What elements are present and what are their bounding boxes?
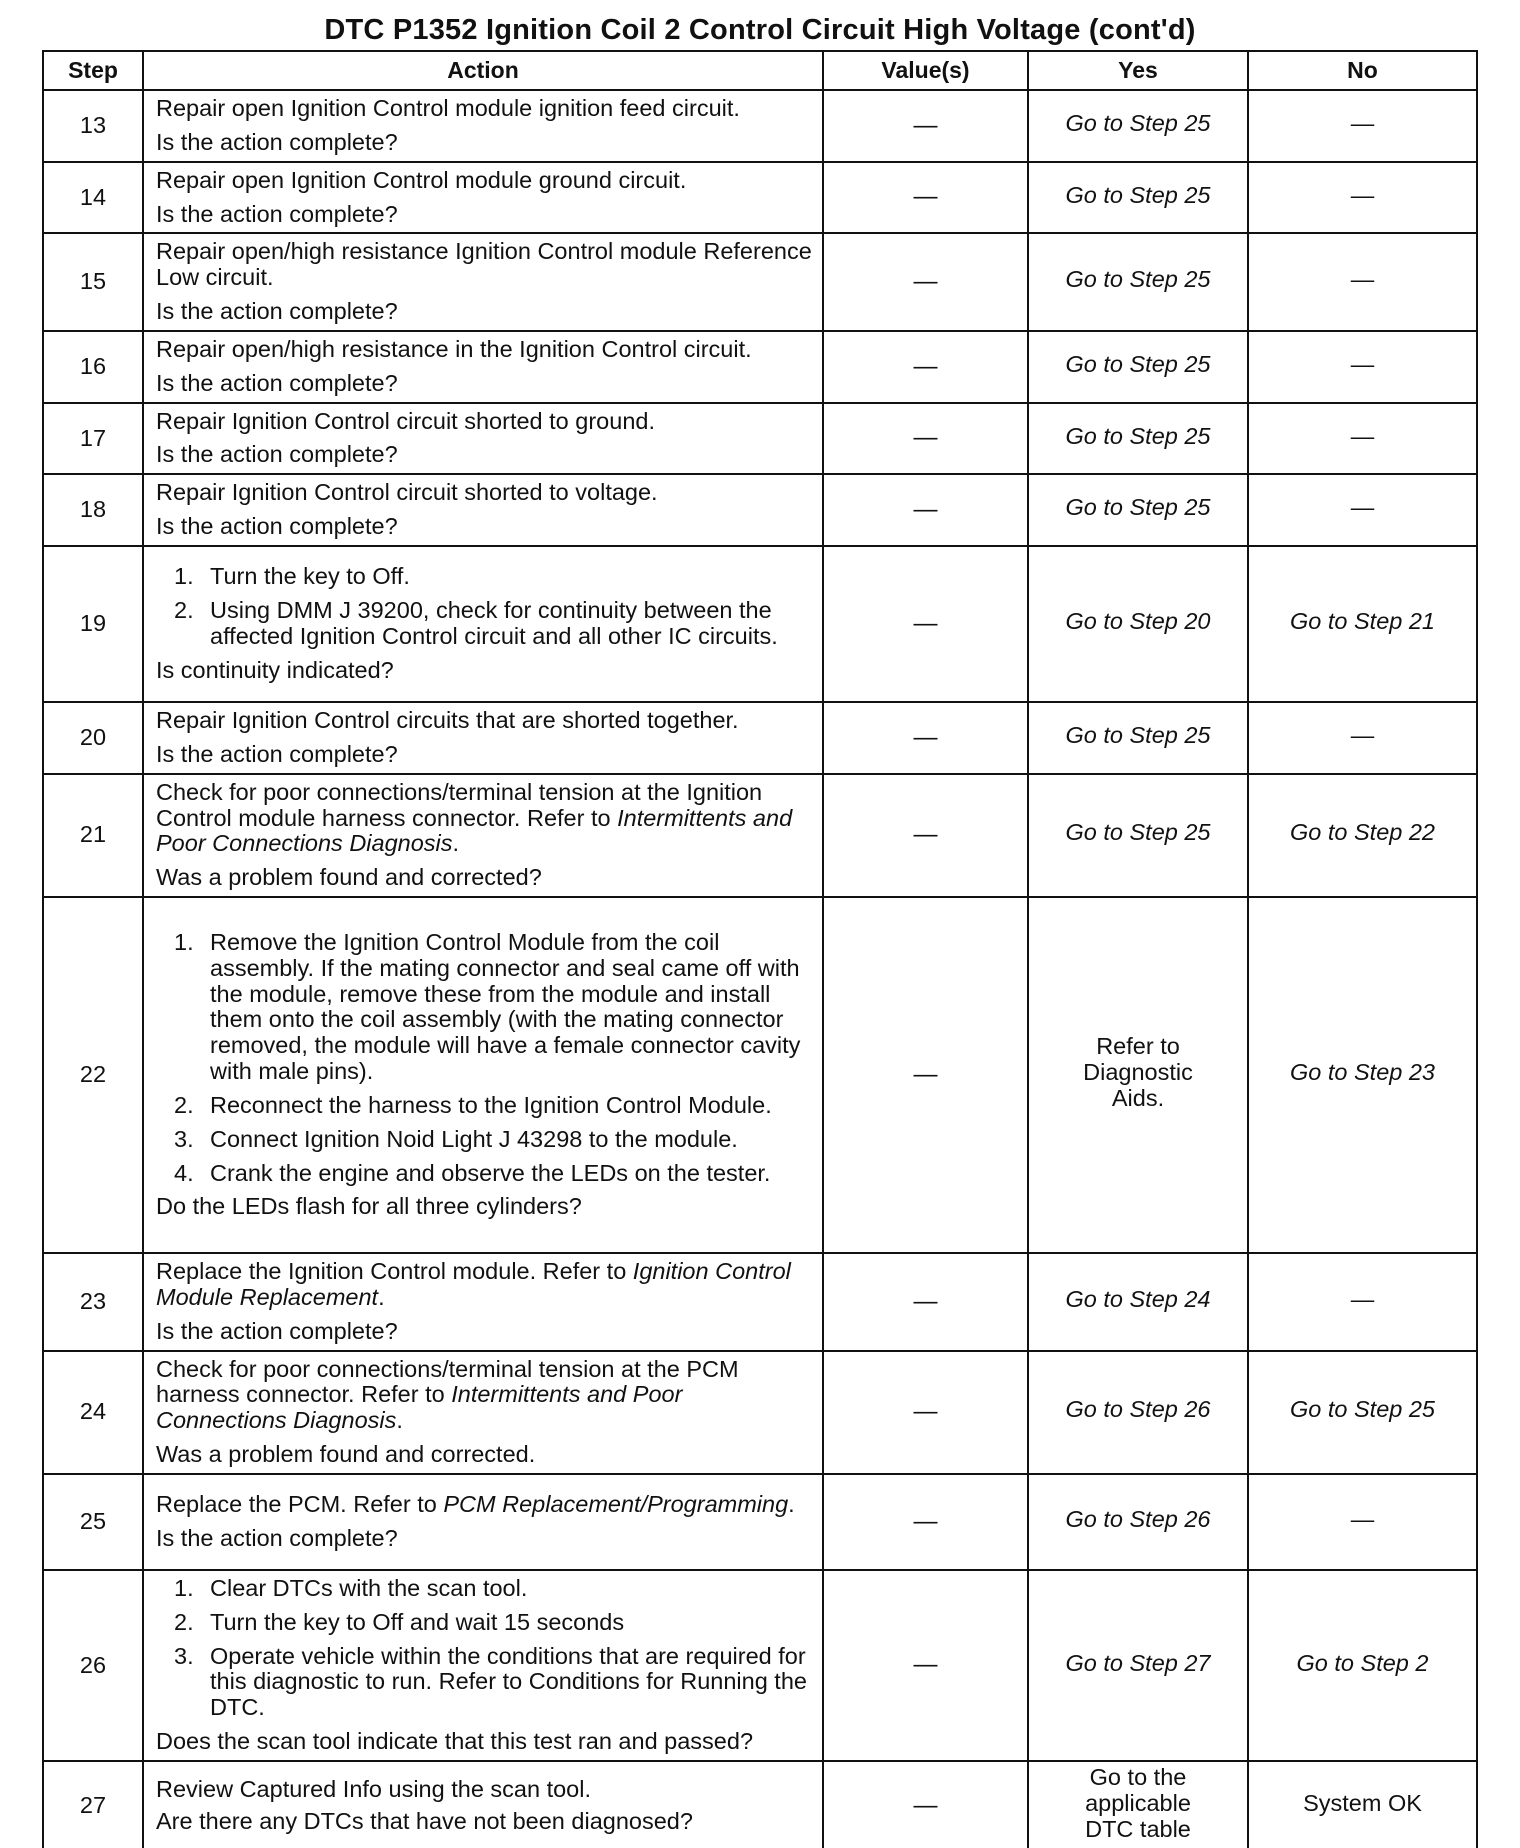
yes-cell: Go to Step 25 <box>1028 90 1248 162</box>
value-cell: — <box>823 897 1028 1253</box>
action-question: Is continuity indicated? <box>156 656 394 683</box>
action-text: Repair open/high resistance in the Ignition Control circuit. <box>156 335 752 362</box>
action-cell <box>143 1253 823 1351</box>
action-question: Are there any DTCs that have not been diagnosed? <box>156 1808 693 1834</box>
no-cell: — <box>1248 90 1477 162</box>
header-action: Action <box>143 51 823 90</box>
list-item: 1. Turn the key to Off. <box>174 563 410 590</box>
table-row <box>43 1253 1477 1351</box>
no-cell: Go to Step 22 <box>1248 774 1477 897</box>
action-text: Repair open Ignition Control module ignition feed circuit. <box>156 95 740 121</box>
no-cell: System OK <box>1248 1761 1477 1848</box>
action-question: Is the action complete? <box>156 740 398 767</box>
step-number: 16 <box>43 331 143 403</box>
list-item: 3. Connect Ignition Noid Light J 43298 to the module. <box>174 1125 738 1152</box>
table-header-row <box>43 51 1477 90</box>
yes-cell: Go to Step 25 <box>1028 233 1248 331</box>
list-item: 1. Clear DTCs with the scan tool. <box>174 1574 528 1601</box>
table-row <box>43 162 1477 234</box>
action-cell <box>143 403 823 475</box>
step-number: 25 <box>43 1474 143 1570</box>
action-question: Is the action complete? <box>156 1524 398 1551</box>
action-cell <box>143 1570 823 1761</box>
yes-cell: Go to Step 27 <box>1028 1570 1248 1761</box>
header-no: No <box>1248 51 1477 90</box>
action-question: Is the action complete? <box>156 200 398 227</box>
diagnostic-table <box>42 50 1478 1848</box>
value-cell: — <box>823 403 1028 475</box>
action-cell <box>143 774 823 897</box>
action-question: Is the action complete? <box>156 369 398 396</box>
list-item: 2. Using DMM J 39200, check for continuity between the affected Ignition Control circuit and all other IC circuits. <box>174 597 778 649</box>
table-row <box>43 233 1477 331</box>
table-row <box>43 546 1477 702</box>
table-row <box>43 403 1477 475</box>
value-cell: — <box>823 774 1028 897</box>
table-row <box>43 90 1477 162</box>
yes-cell: Go to Step 25 <box>1028 702 1248 774</box>
yes-cell: Go to Step 25 <box>1028 162 1248 234</box>
step-number: 18 <box>43 474 143 546</box>
list-item: 4. Crank the engine and observe the LEDs on the tester. <box>174 1159 771 1186</box>
action-text: Replace the PCM. Refer to PCM Replacement/Programming. <box>156 1491 795 1518</box>
table-row <box>43 774 1477 897</box>
no-cell: — <box>1248 1253 1477 1351</box>
list-item: 2. Reconnect the harness to the Ignition Control Module. <box>174 1091 772 1118</box>
yes-cell: Go to Step 25 <box>1028 403 1248 475</box>
no-cell: Go to Step 25 <box>1248 1351 1477 1474</box>
header-step: Step <box>43 51 143 90</box>
action-cell <box>143 331 823 403</box>
table-row <box>43 474 1477 546</box>
value-cell: — <box>823 1253 1028 1351</box>
action-cell <box>143 1474 823 1570</box>
action-cell <box>143 897 823 1253</box>
step-number: 26 <box>43 1570 143 1761</box>
value-cell: — <box>823 1351 1028 1474</box>
value-cell: — <box>823 1761 1028 1848</box>
yes-cell: Go to Step 26 <box>1028 1474 1248 1570</box>
value-cell: — <box>823 546 1028 702</box>
yes-cell: Go to Step 25 <box>1028 331 1248 403</box>
reference-link: Intermittents and Poor Connections Diagnosis <box>156 1381 683 1434</box>
step-number: 20 <box>43 702 143 774</box>
header-yes: Yes <box>1028 51 1248 90</box>
step-number: 13 <box>43 90 143 162</box>
header-values: Value(s) <box>823 51 1028 90</box>
step-number: 27 <box>43 1761 143 1848</box>
value-cell: — <box>823 233 1028 331</box>
action-question: Was a problem found and corrected? <box>156 864 542 891</box>
table-row <box>43 1351 1477 1474</box>
action-text: Repair open Ignition Control module ground circuit. <box>156 166 687 193</box>
reference-link: Ignition Control Module Replacement <box>156 1258 791 1310</box>
action-cell <box>143 474 823 546</box>
page-title: DTC P1352 Ignition Coil 2 Control Circuit High Voltage (cont'd) <box>324 14 1196 46</box>
action-question: Is the action complete? <box>156 513 398 540</box>
no-cell: — <box>1248 233 1477 331</box>
value-cell: — <box>823 90 1028 162</box>
value-cell: — <box>823 162 1028 234</box>
value-cell: — <box>823 1474 1028 1570</box>
action-cell <box>143 90 823 162</box>
action-question: Is the action complete? <box>156 128 398 155</box>
value-cell: — <box>823 702 1028 774</box>
action-steps-list <box>174 930 814 1187</box>
no-cell: Go to Step 21 <box>1248 546 1477 702</box>
table-row <box>43 331 1477 403</box>
action-text: Repair Ignition Control circuit shorted to voltage. <box>156 479 658 506</box>
no-cell: — <box>1248 403 1477 475</box>
action-text: Check for poor connections/terminal tension at the Ignition Control module harness connector. Refer to Intermittents and Poor Connections Diagnosis. <box>156 778 793 857</box>
action-question: Is the action complete? <box>156 441 398 468</box>
yes-cell: Go to Step 20 <box>1028 546 1248 702</box>
action-text: Repair Ignition Control circuits that are shorted together. <box>156 706 739 733</box>
action-steps-list <box>174 1576 814 1721</box>
action-question: Do the LEDs flash for all three cylinders? <box>156 1193 582 1220</box>
step-number: 24 <box>43 1351 143 1474</box>
action-question: Does the scan tool indicate that this test ran and passed? <box>156 1728 754 1755</box>
action-steps-list <box>174 564 814 650</box>
action-text: Review Captured Info using the scan tool. <box>156 1776 592 1803</box>
reference-link: PCM Replacement/Programming <box>443 1491 789 1518</box>
action-text: Repair open/high resistance Ignition Control module Reference Low circuit. <box>156 238 812 291</box>
list-item: 1. Remove the Ignition Control Module from the coil assembly. If the mating connector and seal came off with the module, remove these from the module and install them onto the coil assembly (with the mating connector removed, the module will have a female connector cavity with male pins). <box>174 928 801 1085</box>
table-row <box>43 1761 1477 1848</box>
list-item: 3. Operate vehicle within the conditions that are required for this diagnostic to run. Refer to Conditions for Running the DTC. <box>174 1642 807 1721</box>
yes-cell: Go to Step 24 <box>1028 1253 1248 1351</box>
action-cell <box>143 1351 823 1474</box>
table-row <box>43 702 1477 774</box>
reference-link: Intermittents and Poor Connections Diagnosis <box>156 804 793 857</box>
step-number: 19 <box>43 546 143 702</box>
action-question: Is the action complete? <box>156 298 398 325</box>
yes-cell: Go to Step 25 <box>1028 774 1248 897</box>
table-row <box>43 1474 1477 1570</box>
no-cell: — <box>1248 474 1477 546</box>
value-cell: — <box>823 474 1028 546</box>
step-number: 21 <box>43 774 143 897</box>
table-row <box>43 1570 1477 1761</box>
no-cell: — <box>1248 1474 1477 1570</box>
no-cell: Go to Step 23 <box>1248 897 1477 1253</box>
action-cell <box>143 233 823 331</box>
no-cell: Go to Step 2 <box>1248 1570 1477 1761</box>
yes-cell: Refer to Diagnostic Aids. <box>1028 897 1248 1253</box>
step-number: 14 <box>43 162 143 234</box>
action-cell <box>143 1761 823 1848</box>
no-cell: — <box>1248 331 1477 403</box>
action-cell <box>143 546 823 702</box>
step-number: 22 <box>43 897 143 1253</box>
no-cell: — <box>1248 702 1477 774</box>
action-text: Repair Ignition Control circuit shorted to ground. <box>156 407 655 434</box>
yes-cell: Go to Step 25 <box>1028 474 1248 546</box>
action-cell <box>143 702 823 774</box>
action-text: Check for poor connections/terminal tension at the PCM harness connector. Refer to Intermittents and Poor Connections Diagnosis. <box>156 1355 739 1434</box>
action-text: Replace the Ignition Control module. Refer to Ignition Control Module Replacement. <box>156 1258 791 1310</box>
action-cell <box>143 162 823 234</box>
action-question: Is the action complete? <box>156 1317 398 1344</box>
yes-cell: Go to Step 26 <box>1028 1351 1248 1474</box>
table-row <box>43 897 1477 1253</box>
list-item: 2. Turn the key to Off and wait 15 seconds <box>174 1608 625 1635</box>
step-number: 17 <box>43 403 143 475</box>
no-cell: — <box>1248 162 1477 234</box>
step-number: 15 <box>43 233 143 331</box>
yes-cell: Go to the applicable DTC table <box>1028 1761 1248 1848</box>
value-cell: — <box>823 331 1028 403</box>
value-cell: — <box>823 1570 1028 1761</box>
step-number: 23 <box>43 1253 143 1351</box>
action-question: Was a problem found and corrected. <box>156 1441 536 1468</box>
